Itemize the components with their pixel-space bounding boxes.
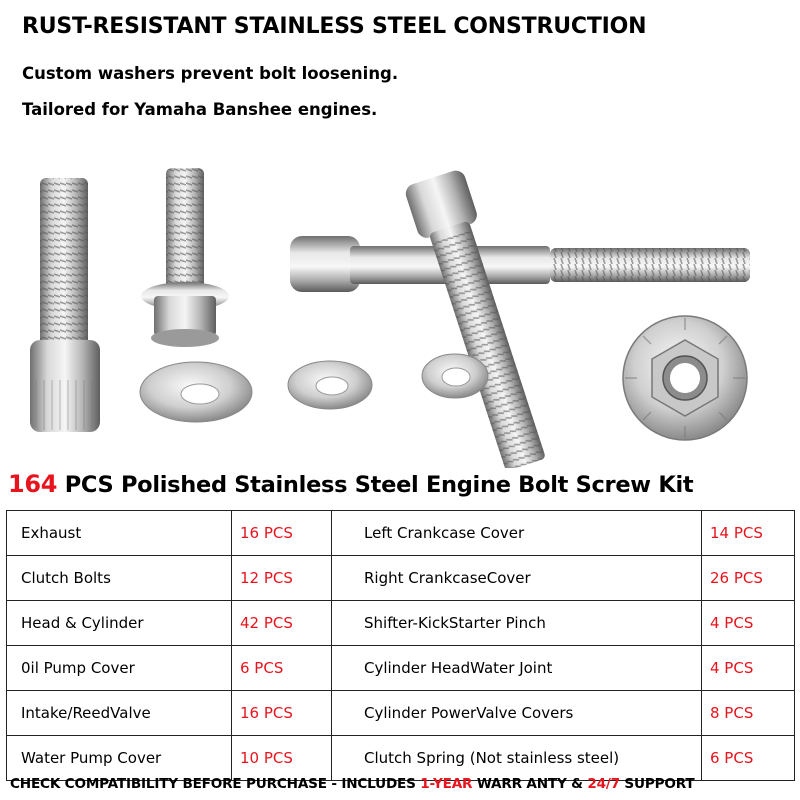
part-quantity: 14 PCS <box>702 511 795 556</box>
part-name: Intake/ReedValve <box>7 691 232 736</box>
parts-table <box>6 510 795 781</box>
part-name: Head & Cylinder <box>7 601 232 646</box>
footer-text-2: WARR ANTY & <box>472 776 588 792</box>
washer-medium <box>288 361 372 409</box>
footer-warranty: 1-YEAR <box>420 776 473 792</box>
table-row <box>7 556 795 601</box>
part-name: Water Pump Cover <box>7 736 232 781</box>
part-quantity: 16 PCS <box>232 691 332 736</box>
part-name: Cylinder PowerValve Covers <box>332 691 702 736</box>
flange-nut <box>623 316 747 440</box>
footer-notice <box>10 776 694 792</box>
part-quantity: 6 PCS <box>702 736 795 781</box>
headline: RUST-RESISTANT STAINLESS STEEL CONSTRUCTION <box>22 14 647 39</box>
horizontal-socket-bolt <box>290 236 750 292</box>
footer-support-hours: 24/7 <box>587 776 620 792</box>
socket-cap-bolt-1 <box>30 178 100 432</box>
washer-large <box>140 362 252 422</box>
part-quantity: 4 PCS <box>702 646 795 691</box>
footer-text-1: CHECK COMPATIBILITY BEFORE PURCHASE - INCLUDES <box>10 776 421 792</box>
kit-count: 164 <box>8 470 58 498</box>
product-photo <box>0 150 800 468</box>
washer-small <box>422 354 488 398</box>
kit-title <box>8 470 693 498</box>
part-quantity: 12 PCS <box>232 556 332 601</box>
part-name: Exhaust <box>7 511 232 556</box>
part-quantity: 4 PCS <box>702 601 795 646</box>
table-row <box>7 511 795 556</box>
table-row <box>7 691 795 736</box>
diagonal-socket-bolt <box>403 168 555 468</box>
part-quantity: 26 PCS <box>702 556 795 601</box>
table-row <box>7 646 795 691</box>
part-quantity: 42 PCS <box>232 601 332 646</box>
part-quantity: 10 PCS <box>232 736 332 781</box>
part-name: Clutch Spring (Not stainless steel) <box>332 736 702 781</box>
kit-title-text: PCS Polished Stainless Steel Engine Bolt Screw Kit <box>57 472 694 498</box>
part-name: Right CrankcaseCover <box>332 556 702 601</box>
subheading-washers: Custom washers prevent bolt loosening. <box>22 64 399 83</box>
part-quantity: 8 PCS <box>702 691 795 736</box>
subheading-fitment: Tailored for Yamaha Banshee engines. <box>22 100 378 119</box>
footer-text-3: SUPPORT <box>619 776 695 792</box>
part-name: Shifter-KickStarter Pinch <box>332 601 702 646</box>
part-name: Clutch Bolts <box>7 556 232 601</box>
table-row <box>7 601 795 646</box>
table-row <box>7 736 795 781</box>
part-quantity: 6 PCS <box>232 646 332 691</box>
flange-bolt <box>141 168 229 347</box>
part-name: Left Crankcase Cover <box>332 511 702 556</box>
part-name: 0il Pump Cover <box>7 646 232 691</box>
part-name: Cylinder HeadWater Joint <box>332 646 702 691</box>
part-quantity: 16 PCS <box>232 511 332 556</box>
